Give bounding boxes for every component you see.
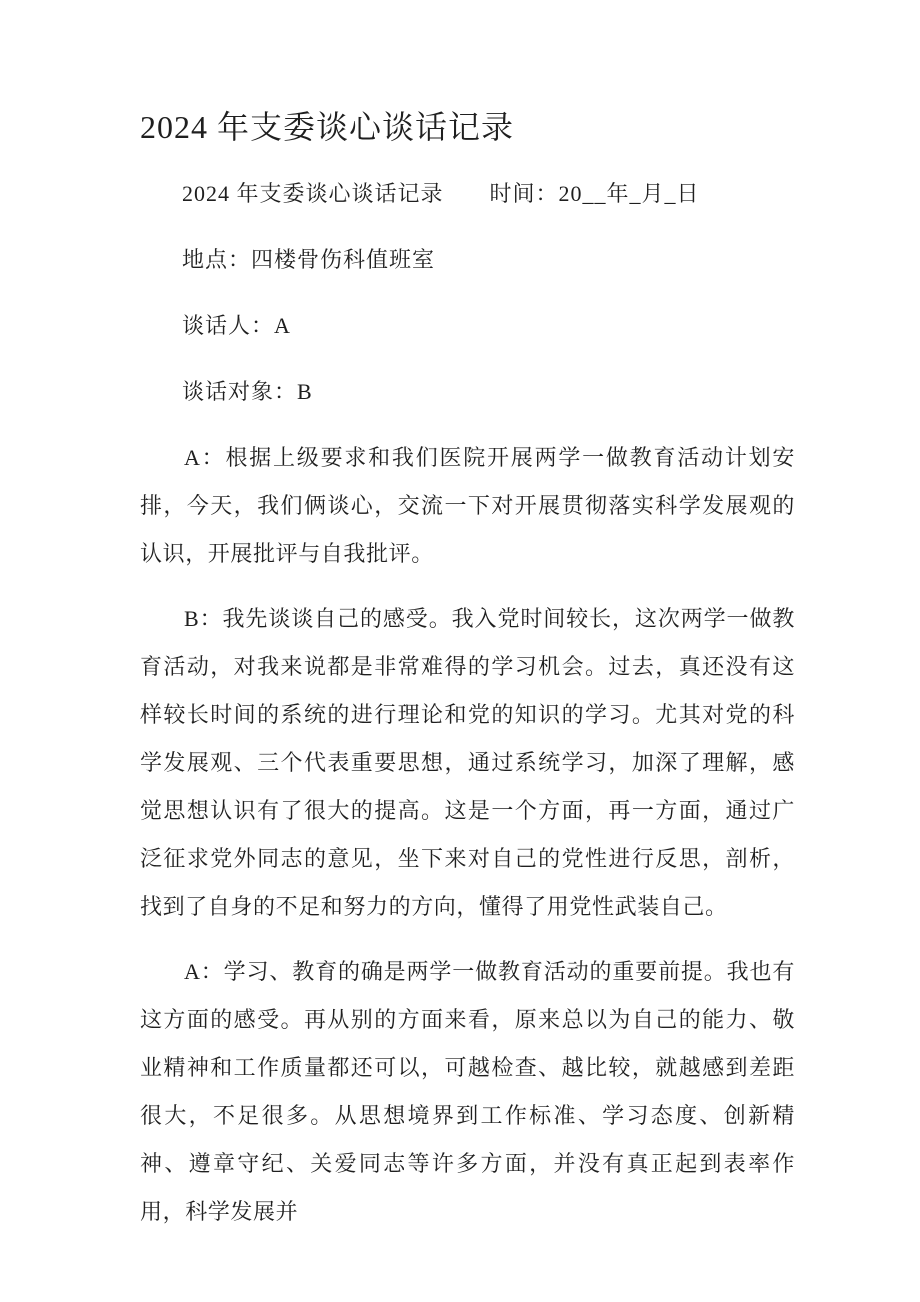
document-title: 2024 年支委谈心谈话记录: [140, 109, 515, 145]
meta-line-interviewee: 谈话对象：B: [182, 379, 313, 404]
paragraph-speaker-a-response: A：学习、教育的确是两学一做教育活动的重要前提。我也有这方面的感受。再从别的方面来看，原来总以为自己的能力、敬业精神和工作质量都还可以，可越检查、越比较，就越感到差距很大，不足很多。从思想境界到工作标准、学习态度、创新精神、遵章守纪、关爱同志等许多方面，并没有真正起到表率作用，科学发展并: [140, 959, 795, 1224]
meta-line-location: 地点：四楼骨伤科值班室: [182, 247, 436, 272]
meta-line-title-and-time: 2024 年支委谈心谈话记录 时间：20__年_月_日: [182, 181, 700, 206]
meta-line-interviewer: 谈话人：A: [182, 313, 291, 338]
paragraph-speaker-b-reflection: B：我先谈谈自己的感受。我入党时间较长，这次两学一做教育活动，对我来说都是非常难得的学习机会。过去，真还没有这样较长时间的系统的进行理论和党的知识的学习。尤其对党的科学发展观、三个代表重要思想，通过系统学习，加深了理解，感觉思想认识有了很大的提高。这是一个方面，再一方面，通过广泛征求党外同志的意见，坐下来对自己的党性进行反思，剖析，找到了自身的不足和努力的方向，懂得了用党性武装自己。: [140, 606, 795, 919]
paragraph-speaker-a-opening: A：根据上级要求和我们医院开展两学一做教育活动计划安排，今天，我们俩谈心，交流一下对开展贯彻落实科学发展观的认识，开展批评与自我批评。: [140, 445, 795, 566]
